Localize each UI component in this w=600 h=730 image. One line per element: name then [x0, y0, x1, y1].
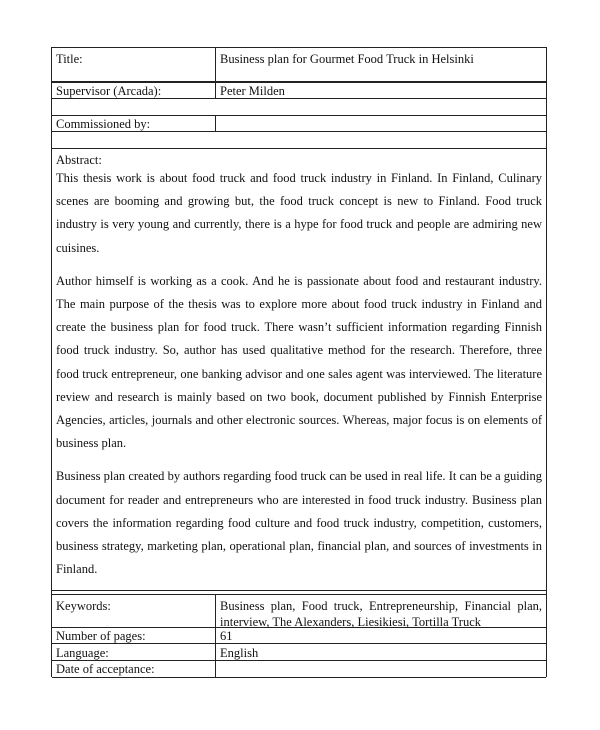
pages-value: 61: [220, 629, 233, 643]
abstract-paragraph: Author himself is working as a cook. And he is passionate about food and restaurant industry. The main purpose of the thesis was to explore more about food truck industry in Finland and create the business plan for food truck. There wasn’t sufficient information regarding Finnish food truck industry. So, author has used qualitative method for the research. Therefore, three food truck entrepreneur, one banking advisor and one sales agent was interviewed. The literature review and research is mainly based on two book, document published by Finnish Enterprise Agencies, articles, journals and other electronic sources. Whereas, major focus is on elements of business plan.: [56, 273, 542, 451]
row-separator: [52, 132, 546, 149]
abstract-label: Abstract:: [56, 153, 102, 167]
keywords-value: Business plan, Food truck, Entrepreneurship, Financial plan, interview, The Alexanders, Liesikiesi, Tortilla Truck: [220, 599, 542, 629]
acceptance-row: [52, 661, 546, 678]
keywords-label: Keywords:: [52, 595, 216, 627]
pages-label: Number of pages:: [52, 628, 216, 643]
keywords-row: [52, 594, 546, 628]
pages-row: [52, 628, 546, 644]
abstract-paragraph: Business plan created by authors regarding food truck can be used in real life. It can be a guiding document for reader and entrepreneurs who are interested in food truck industry. Business plan covers the information regarding food culture and food truck industry, competition, customers, business strategy, marketing plan, operational plan, financial plan, and sources of investments in Finland.: [56, 469, 542, 577]
row-separator: [52, 99, 546, 116]
supervisor-row: [52, 82, 546, 99]
title-row: [52, 48, 546, 82]
language-row: [52, 644, 546, 661]
commissioned-label: Commissioned by:: [52, 115, 216, 131]
commissioned-value: [216, 115, 546, 131]
abstract-section: [52, 151, 546, 591]
supervisor-value: Peter Milden: [220, 84, 285, 98]
language-label: Language:: [52, 644, 216, 660]
acceptance-label: Date of acceptance:: [52, 661, 216, 677]
title-label: Title:: [52, 48, 216, 81]
abstract-paragraph: This thesis work is about food truck and food truck industry in Finland. In Finland, Culinary scenes are booming and growing but, the food truck concept is new to Finland. Food truck industry is very young and currently, there is a hype for food truck and people are admiring new cuisines.: [56, 171, 542, 255]
supervisor-label: Supervisor (Arcada):: [52, 82, 216, 98]
language-value: English: [220, 646, 259, 660]
commissioned-row: [52, 115, 546, 132]
title-value: Business plan for Gourmet Food Truck in Helsinki: [220, 52, 474, 66]
acceptance-value: [216, 661, 546, 677]
thesis-info-table: [51, 47, 547, 677]
